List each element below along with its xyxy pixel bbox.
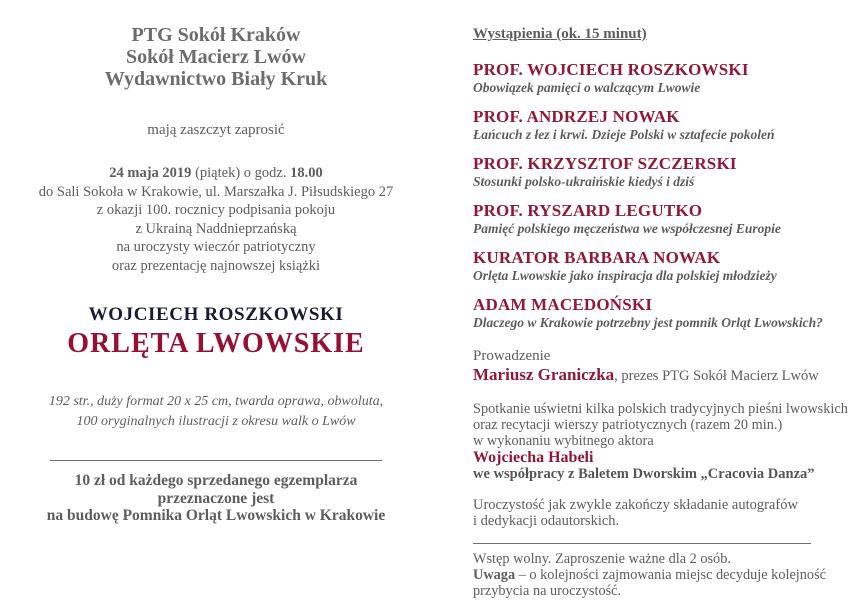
host-line bbox=[473, 365, 835, 386]
host-name: Mariusz Graniczka bbox=[473, 365, 615, 384]
book-details-line: 192 str., duży format 20 x 25 cm, twarda oprawa, obwoluta, bbox=[48, 394, 384, 409]
speaker-entry bbox=[473, 295, 835, 331]
speeches-heading: Wystąpienia (ok. 15 minut) bbox=[473, 26, 647, 42]
event-occasion: z okazji 100. rocznicy podpisania pokoju bbox=[96, 202, 336, 218]
left-column bbox=[20, 24, 412, 525]
event-date: 24 maja 2019 bbox=[109, 165, 192, 181]
program-line: Spotkanie uświetni kilka polskich tradycyjnych pieśni lwowskich bbox=[473, 401, 848, 417]
speaker-topic: Stosunki polsko-ukraińskie kiedyś i dziś bbox=[473, 174, 695, 189]
speaker-entry bbox=[473, 154, 835, 190]
speaker-topic: Pamięć polskiego męczeństwa we współczesnej Europie bbox=[473, 221, 781, 236]
donation-note bbox=[20, 472, 412, 525]
program-block bbox=[473, 401, 848, 483]
event-purpose-2: oraz prezentację najnowszej książki bbox=[111, 257, 321, 274]
organizer-line: PTG Sokół Kraków bbox=[131, 24, 301, 46]
speaker-name: KURATOR BARBARA NOWAK bbox=[473, 248, 721, 267]
speaker-entry bbox=[473, 60, 835, 96]
host-label: Prowadzenie bbox=[473, 348, 551, 364]
book-details-line: 100 oryginalnych ilustracji z okresu walk o Lwów bbox=[76, 414, 356, 429]
footer-block bbox=[473, 552, 835, 599]
invite-line: mają zaszczyt zaprosić bbox=[147, 122, 285, 138]
seating-note bbox=[473, 568, 835, 584]
speaker-name: PROF. WOJCIECH ROSZKOWSKI bbox=[473, 60, 749, 79]
event-date-line bbox=[20, 164, 412, 183]
organizer-line: Sokół Macierz Lwów bbox=[126, 46, 306, 68]
speaker-entry bbox=[473, 248, 835, 284]
speaker-entry bbox=[473, 201, 835, 237]
book-author: WOJCIECH ROSZKOWSKI bbox=[88, 304, 344, 325]
right-column bbox=[473, 26, 848, 599]
closing-line: Uroczystość jak zwykle zakończy składanie autografów bbox=[473, 497, 798, 514]
donation-line: na budowę Pomnika Orląt Lwowskich w Krakowie bbox=[46, 507, 386, 524]
event-purpose: na uroczysty wieczór patriotyczny bbox=[116, 239, 316, 255]
speaker-topic: Dlaczego w Krakowie potrzebny jest pomnik Orląt Lwowskich? bbox=[473, 315, 823, 330]
speaker-name: PROF. KRZYSZTOF SZCZERSKI bbox=[473, 154, 737, 173]
event-time: 18.00 bbox=[290, 165, 323, 181]
left-divider bbox=[50, 460, 382, 461]
event-occasion-2: z Ukrainą Naddnieprzańską bbox=[135, 220, 297, 237]
donation-line: przeznaczone jest bbox=[157, 489, 275, 507]
speaker-topic: Orlęta Lwowskie jako inspiracja dla polskiej młodzieży bbox=[473, 268, 777, 283]
seating-note-bold: Uwaga bbox=[473, 566, 516, 583]
book-details bbox=[20, 392, 412, 432]
speaker-name: PROF. ANDRZEJ NOWAK bbox=[473, 107, 680, 126]
right-divider bbox=[473, 543, 811, 544]
host-title: , prezes PTG Sokół Macierz Lwów bbox=[614, 368, 819, 384]
event-details bbox=[20, 164, 412, 275]
organizer-line: Wydawnictwo Biały Kruk bbox=[104, 68, 328, 90]
program-line: oraz recytacji wierszy patriotycznych (razem 20 min.) bbox=[473, 416, 783, 433]
closing-block bbox=[473, 498, 835, 530]
book-title: ORLĘTA LWOWSKIE bbox=[67, 328, 365, 359]
donation-line: 10 zł od każdego sprzedanego egzemplarza bbox=[74, 472, 358, 489]
program-line: w wykonaniu wybitnego aktora bbox=[473, 432, 654, 449]
event-date-middle: (piątek) o godz. bbox=[191, 165, 291, 181]
speaker-name: ADAM MACEDOŃSKI bbox=[473, 295, 653, 314]
admission-note: Wstęp wolny. Zaproszenie ważne dla 2 osób. bbox=[473, 550, 731, 567]
speaker-name: PROF. RYSZARD LEGUTKO bbox=[473, 201, 703, 220]
speaker-topic: Obowiązek pamięci o walczącym Lwowie bbox=[473, 80, 701, 95]
speaker-topic: Łańcuch z łez i krwi. Dzieje Polski w sztafecie pokoleń bbox=[473, 127, 775, 142]
actor-collaboration: we współpracy z Baletem Dworskim „Cracovia Danza” bbox=[473, 466, 815, 483]
seating-note-rest: – o kolejności zajmowania miejsc decyduje kolejność bbox=[515, 566, 826, 583]
host-block bbox=[473, 348, 835, 386]
closing-line: i dedykacji odautorskich. bbox=[473, 513, 620, 530]
seating-note-continued: przybycia na uroczystość. bbox=[473, 582, 622, 599]
event-venue: do Sali Sokoła w Krakowie, ul. Marszałka J. Piłsudskiego 27 bbox=[38, 183, 394, 200]
speaker-entry bbox=[473, 107, 835, 143]
actor-name: Wojciecha Habeli bbox=[473, 449, 594, 467]
